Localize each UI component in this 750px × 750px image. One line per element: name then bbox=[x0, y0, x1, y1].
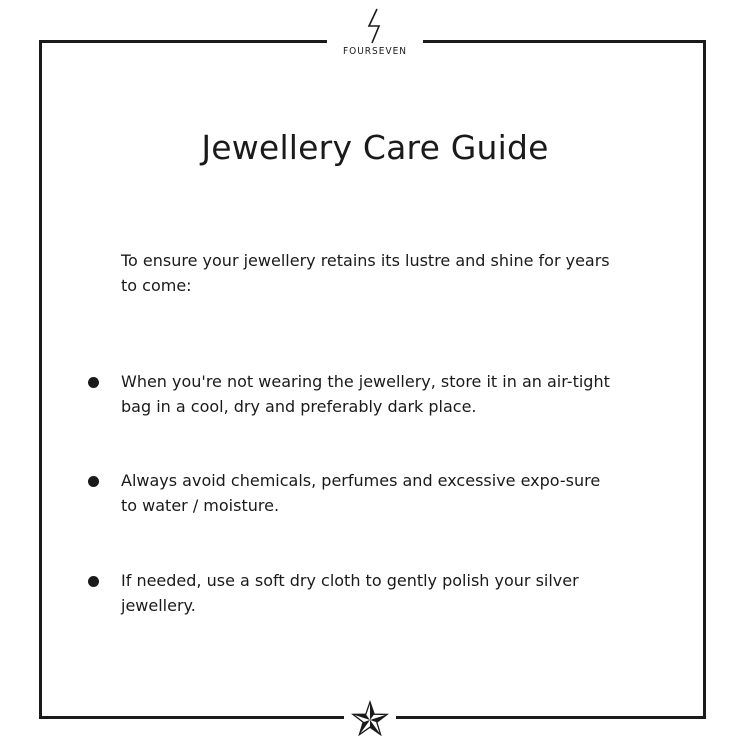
intro-text: To ensure your jewellery retains its lustre and shine for years to come: bbox=[121, 251, 610, 295]
bullet-icon bbox=[88, 576, 99, 587]
lightning-bolt-icon bbox=[364, 8, 386, 44]
list-item-text: When you're not wearing the jewellery, store it in an air-tight bag in a cool, dry and preferably dark place. bbox=[121, 372, 610, 416]
footer-emblem bbox=[344, 700, 396, 740]
list-item-text: Always avoid chemicals, perfumes and excessive expo-sure to water / moisture. bbox=[121, 471, 601, 515]
bullet-icon bbox=[88, 377, 99, 388]
list-item-text: If needed, use a soft dry cloth to gently polish your silver jewellery. bbox=[121, 571, 579, 615]
brand-name: FOURSEVEN bbox=[342, 46, 408, 57]
bullet-icon bbox=[88, 476, 99, 487]
nautical-star-icon bbox=[350, 700, 390, 740]
page-title: Jewellery Care Guide bbox=[201, 128, 549, 167]
brand-logo bbox=[327, 6, 423, 66]
